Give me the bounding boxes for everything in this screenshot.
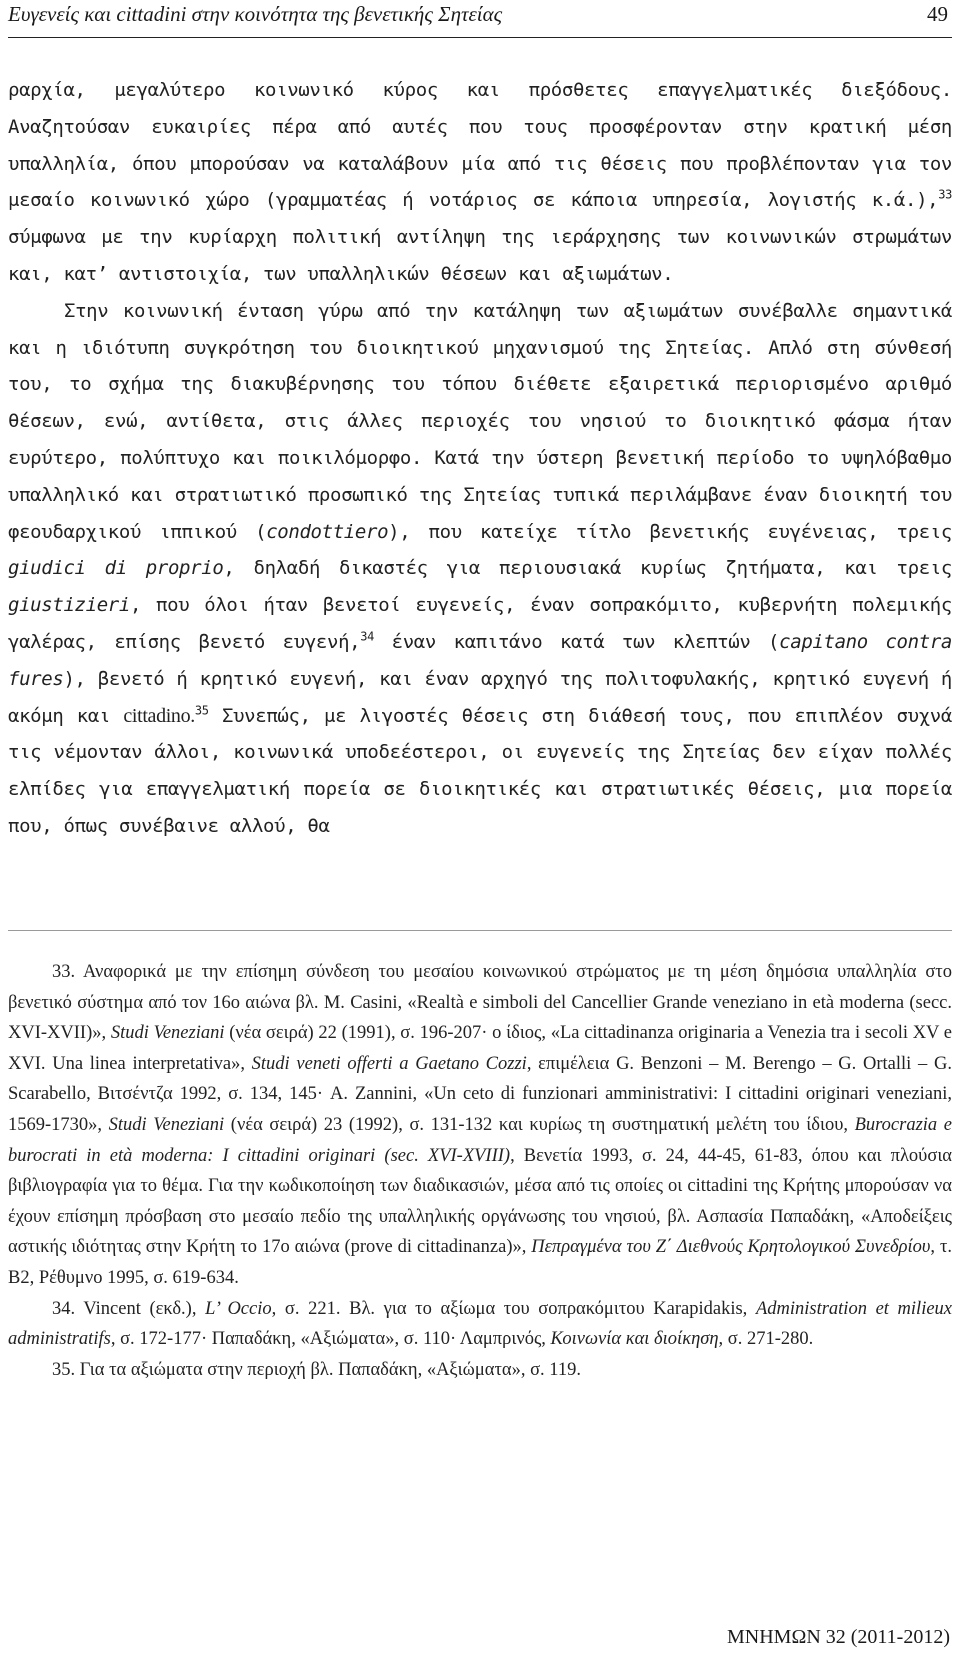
- footnote-ref-33[interactable]: 33: [938, 188, 952, 203]
- footnote-italic: Studi Veneziani: [108, 1114, 225, 1135]
- main-text: [8, 72, 952, 845]
- footnote-italic: Κοινωνία και διοίκηση: [550, 1329, 719, 1350]
- italic-term: giustizieri: [8, 594, 130, 617]
- footnote-34: [8, 1294, 952, 1355]
- paragraph-2: [8, 293, 952, 845]
- footnote-text: 34. Vincent (εκδ.),: [52, 1298, 206, 1319]
- footnote-text: , επιμέλεια G. Benzoni – M. Berengo – G. Ortalli – G. Scarabello, Βιτσέντζα 1992, σ. 134, 145· A. Zannini, «Un ceto di funzionari amministrativi: I cittadini originari veneziani, 1569-1730»,: [8, 1053, 952, 1135]
- footnotes: [8, 957, 952, 1385]
- text-run: Στην κοινωνική ένταση γύρω από την κατάληψη των αξιωμάτων συνέβαλλε σημαντικά και η ιδιότυπη συγκρότηση του διοικητικού μηχανισμού της Σητείας. Απλό στη σύνθεσή του, το σχήμα της διακυβέρνησης του τόπου διέθετε εξαιρετικά περιορισμένο αριθμό θέσεων, ενώ, αντίθετα, στις άλλες περιοχές του νησιού το διοικητικό φάσμα ήταν ευρύτερο, πολύπτυχο και ποικιλόμορφο. Κατά την ύστερη βενετική περίοδο το υψηλόβαθμο υπαλληλικό και στρατιωτικό προσωπικό της Σητείας τυπικά περιλάμβανε έναν διοικητή του φεουδαρχικού ιππικού (: [8, 299, 952, 543]
- footnote-italic: Πεπραγμένα του Ζ΄ Διεθνούς Κρητολογικού Συνεδρίου: [531, 1237, 931, 1258]
- footnote-ref-35[interactable]: 35: [194, 703, 209, 718]
- paragraph-1: [8, 72, 952, 293]
- text-run: ), που κατείχε τίτλο βενετικής ευγένειας, τρεις: [388, 520, 952, 543]
- text-run: σύμφωνα με την κυρίαρχη πολιτική αντίληψη της ιεράρχησης των κοινωνικών στρωμάτων και, κατ’ αντιστοιχία, των υπαλληλικών θέσεων και αξιωμάτων.: [8, 226, 952, 285]
- footnote-italic: Administration et milieux administratifs: [8, 1298, 953, 1350]
- text-run: ), βενετό ή κρητικό ευγενή, και έναν αρχηγό της πολιτοφυλακής, κρητικό ευγενή ή ακόμη και: [8, 667, 952, 727]
- text-run: , δηλαδή δικαστές για περιουσιακά κυρίως ζητήματα, και τρεις: [223, 557, 952, 580]
- footnote-33: [8, 957, 952, 1294]
- text-run: ραρχία, μεγαλύτερο κοινωνικό κύρος και πρόσθετες επαγγελματικές διεξόδους. Αναζητούσαν ευκαιρίες πέρα από αυτές που τους προσφέρονταν στην κρατική μέση υπαλληλία, όπου μπορούσαν να καταλάβουν μία από τις θέσεις που προβλέπονταν για τον μεσαίο κοινωνικό χώρο (γραμματέας ή νοτάριος σε κάποια υπηρεσία, λογιστής κ.ά.),: [8, 79, 952, 212]
- footnote-text: (νέα σειρά) 23 (1992), σ. 131-132 και κυρίως τη συστηματική μελέτη του ίδιου,: [224, 1114, 855, 1135]
- footnote-separator: [8, 930, 952, 931]
- running-title: Ευγενείς και cittadini στην κοινότητα της βενετικής Σητείας: [8, 2, 503, 26]
- footnote-text: (νέα σειρά) 22 (1991), σ. 196-207· ο ίδιος, «La cittadinanza originaria a Venezia tra i secoli XV e XVI. Una linea interpretativa»,: [8, 1023, 953, 1074]
- italic-term: condottiero: [266, 520, 389, 543]
- footnote-35: 35. Για τα αξιώματα στην περιοχή βλ. Παπαδάκη, «Αξιώματα», σ. 119.: [52, 1359, 581, 1380]
- text-run: , που όλοι ήταν βενετοί ευγενείς, έναν σοπρακόμιτο, κυβερνήτη πολεμικής γαλέρας, επίσης βενετό ευγενή,: [8, 594, 952, 653]
- footnote-text: , σ. 221. Βλ. για το αξίωμα του σοπρακόμιτου Karapidakis,: [271, 1298, 756, 1319]
- footnote-text: 33. Αναφορικά με την επίσημη σύνδεση του μεσαίου κοινωνικού στρώματος με τη μέση δημόσια υπαλληλία στο βενετικό σύστημα από τον 16ο αιώνα βλ. M. Casini, «Realtà e simboli del Cancellier Grande veneziano in età moderna (secc. XVI-XVII)»,: [8, 962, 952, 1044]
- text-run: έναν καπιτάνο κατά των κλεπτών (: [374, 630, 780, 653]
- footnote-ref-34[interactable]: 34: [360, 629, 375, 644]
- italic-term: capitano contra fures: [8, 630, 953, 690]
- footnote-italic: Burocrazia e burocrati in età moderna: I cittadini originari (sec. XVI-XVIII): [8, 1114, 952, 1166]
- footnote-italic: L’ Occio: [205, 1298, 272, 1319]
- roman-term: cittadino.: [123, 704, 195, 727]
- running-header: [8, 0, 952, 38]
- journal-footer: ΜΝΗΜΩΝ 32 (2011-2012): [727, 1626, 950, 1648]
- text-run: Συνεπώς, με λιγοστές θέσεις στη διάθεσή τους, που επιπλέον συχνά τις νέμονταν άλλοι, κοινωνικά υποδεέστεροι, οι ευγενείς της Σητείας δεν είχαν πολλές ελπίδες για επαγγελματική πορεία σε διοικητικές και στρατιωτικές θέσεις, μια πορεία που, όπως συνέβαινε αλλού, θα: [8, 704, 952, 837]
- footnote-text: , σ. 172-177· Παπαδάκη, «Αξιώματα», σ. 110· Λαμπρινός,: [110, 1329, 551, 1350]
- page-number: 49: [927, 2, 948, 26]
- footnote-text: , σ. 271-280.: [718, 1329, 814, 1350]
- footnote-text: , Βενετία 1993, σ. 24, 44-45, 61-83, όπου και πλούσια βιβλιογραφία για το θέμα. Για την κωδικοποίηση των διαδικασιών, μέσα από τις οποίες οι cittadini της Κρήτης μπορούσαν να έχουν επίσημη πρόσβαση στο μεσαίο πεδίο της υπαλληλικής οργάνωσης του νησιού, βλ. Ασπασία Παπαδάκη, «Αποδείξεις αστικής ιδιότητας στην Κρήτη το 17ο αιώνα (prove di cittadinanza)»,: [8, 1145, 952, 1258]
- footnote-italic: Studi Veneziani: [110, 1023, 225, 1044]
- footnote-text: , τ. Β2, Ρέθυμνο 1995, σ. 619-634.: [8, 1237, 953, 1288]
- italic-term: giudici di proprio: [8, 557, 224, 580]
- footnote-italic: Studi veneti offerti a Gaetano Cozzi: [251, 1053, 527, 1074]
